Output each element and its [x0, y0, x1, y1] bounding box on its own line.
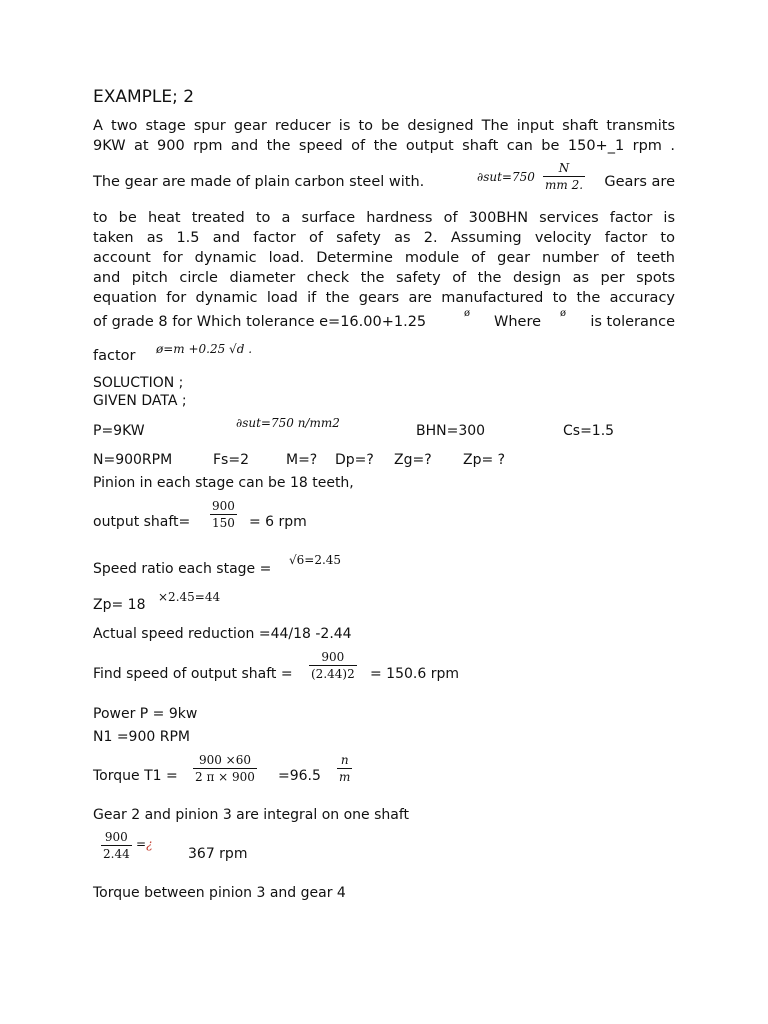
output-shaft-fraction: [210, 498, 237, 531]
gear2-eq-sign: =: [136, 837, 147, 851]
module-unknown: M=?: [286, 452, 318, 468]
power-given: P=9KW: [93, 423, 145, 439]
torque-fraction: [193, 752, 257, 785]
grade-line: [93, 308, 675, 336]
body-line-2: taken as 1.5 and factor of safety as 2. Assuming velocity factor to: [93, 230, 675, 246]
problem-line-3: [93, 161, 675, 198]
output-den: 150: [212, 516, 235, 530]
zp-expression: ×2.45=44: [158, 590, 221, 604]
torque-unit-fraction: [337, 752, 352, 785]
phi-symbol-1: ø: [464, 308, 471, 319]
dp-unknown: Dp=?: [335, 452, 374, 468]
phi-symbol-2: ø: [560, 308, 567, 319]
gear2-num: 900: [104, 830, 128, 844]
problem-body: [93, 208, 675, 308]
factor-label: factor: [93, 348, 136, 364]
speed-given: N=900RPM: [93, 452, 173, 468]
tolerance-text: is tolerance: [590, 314, 675, 330]
pinion-teeth: Pinion in each stage can be 18 teeth,: [93, 475, 354, 491]
problem-line-1: A two stage spur gear reducer is to be designed The input shaft transmits: [93, 118, 675, 134]
problem-line-2: 9KW at 900 rpm and the speed of the output shaft can be 150+_1 rpm .: [93, 138, 675, 154]
torque-num: 900 ×60: [198, 753, 251, 767]
body-line-1: to be heat treated to a surface hardness of 300BHN services factor is: [93, 210, 675, 226]
fs-given: Fs=2: [213, 452, 249, 468]
gear2-den: 2.44: [103, 847, 130, 861]
torque-unit-den: m: [339, 770, 351, 784]
zp-unknown: Zp= ?: [463, 452, 506, 468]
body-line-4: and pitch circle diameter check the safety of the design as per spots: [93, 270, 675, 286]
find-speed-result: = 150.6 rpm: [370, 666, 459, 682]
factor-expression: ø=m +0.25 √d .: [156, 342, 253, 356]
find-speed-label: Find speed of output shaft =: [93, 666, 293, 682]
torque-label: Torque T1 =: [93, 768, 178, 784]
body-line-5: equation for dynamic load if the gears are manufactured to the accuracy: [93, 290, 675, 306]
torque-unit-num: n: [340, 753, 349, 767]
gear2-fraction: [101, 829, 132, 862]
zg-unknown: Zg=?: [394, 452, 432, 468]
gear2-eq-red: ¿: [146, 837, 153, 851]
sut-frac-den: mm 2.: [545, 178, 584, 192]
problem-statement: [93, 116, 675, 156]
speed-ratio-label: Speed ratio each stage =: [93, 561, 272, 577]
output-num: 900: [212, 499, 235, 513]
cs-given: Cs=1.5: [563, 423, 615, 439]
zp-label: Zp= 18: [93, 597, 146, 613]
bhn-given: BHN=300: [416, 423, 486, 439]
gear2-result: 367 rpm: [188, 846, 248, 862]
actual-speed-reduction: Actual speed reduction =44/18 -2.44: [93, 626, 352, 642]
sut-frac-num: N: [558, 161, 570, 175]
find-num: 900: [321, 650, 345, 664]
sut-fraction: [543, 160, 585, 193]
output-shaft-label: output shaft=: [93, 514, 191, 530]
given-data-heading: GIVEN DATA ;: [93, 393, 187, 409]
gears-are-text: Gears are: [604, 174, 675, 190]
sut-given: ∂sut=750 n/mm2: [236, 416, 340, 430]
example-title: EXAMPLE; 2: [93, 87, 195, 107]
speed-ratio-expression: √6=2.45: [289, 553, 342, 567]
sut-expression: ∂sut=750: [477, 170, 535, 184]
gear2-equals: [136, 837, 153, 851]
output-shaft-result: = 6 rpm: [249, 514, 307, 530]
gear2-pinion3-text: Gear 2 and pinion 3 are integral on one shaft: [93, 807, 410, 823]
n1-line: N1 =900 RPM: [93, 729, 190, 745]
body-line-3: account for dynamic load. Determine module of gear number of teeth: [93, 250, 675, 266]
torque-den: 2 π × 900: [195, 770, 255, 784]
power-line: Power P = 9kw: [93, 706, 198, 722]
torque-pinion3-gear4: Torque between pinion 3 and gear 4: [93, 885, 346, 901]
solution-heading: SOLUCTION ;: [93, 375, 184, 391]
grade-text: of grade 8 for Which tolerance e=16.00+1.25: [93, 314, 427, 330]
find-speed-fraction: [309, 649, 357, 682]
find-den: (2.44)2: [311, 667, 355, 681]
where-text: Where: [494, 314, 542, 330]
torque-result: =96.5: [278, 768, 321, 784]
material-text: The gear are made of plain carbon steel with.: [93, 174, 425, 190]
